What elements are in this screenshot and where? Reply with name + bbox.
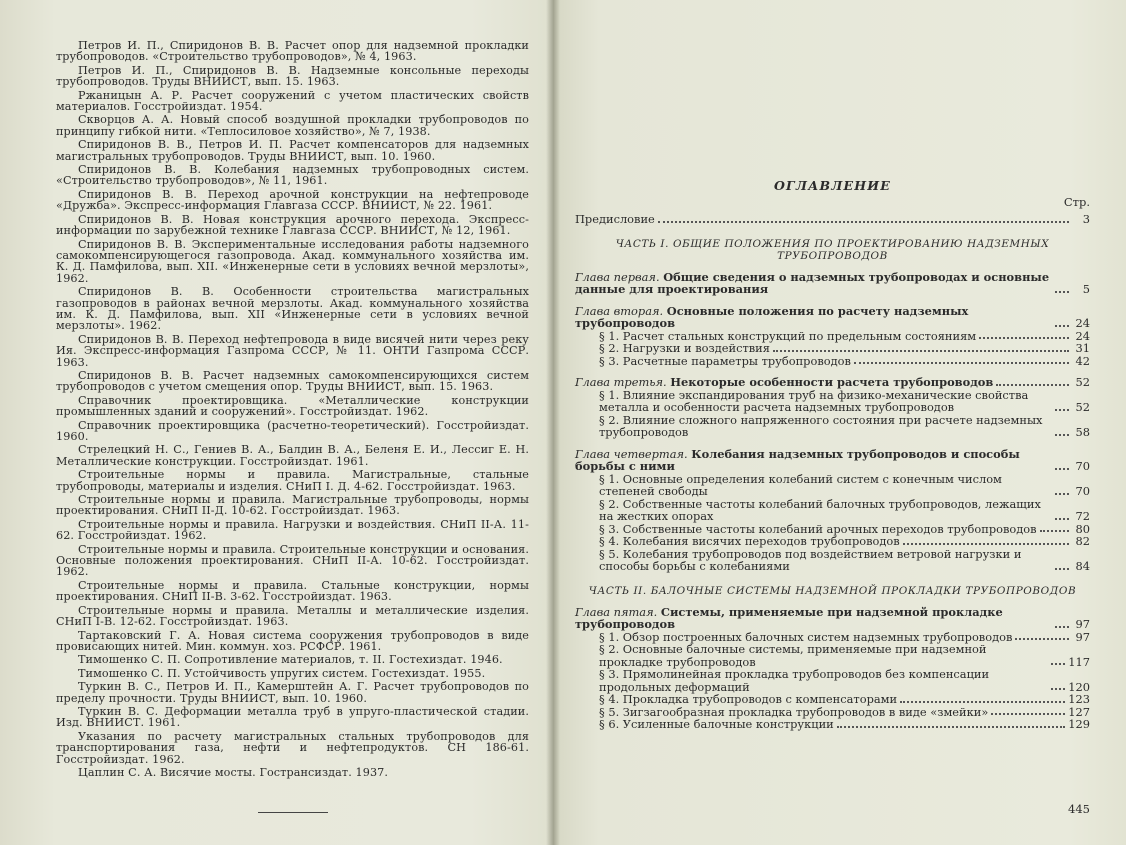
chapter-title: Основные положения по расчету надземных трубопроводов <box>575 303 969 330</box>
toc-section[interactable] <box>575 668 1090 693</box>
bibliography-entry: Спиридонов В. В. Особенности строительства магистральных газопроводов в районах вечной мерзлоты. Акад. коммунального хозяйства им. К. Д. Памфилова, вып. XII «Инженерные сети в условиях вечной мерзлоты». 1962. <box>56 285 529 333</box>
bibliography-entry: Петров И. П., Спиридонов В. В. Расчет опор для надземной прокладки трубопроводов. «Строительство трубопроводов», № 4, 1963. <box>56 39 529 64</box>
leader-dots <box>900 701 1065 703</box>
toc-title: ОГЛАВЛЕНИЕ <box>773 178 892 193</box>
toc-page: 24 <box>1075 316 1090 330</box>
toc-entry-text: § 1. Расчет стальных конструкций по предельным состояниям <box>599 328 977 343</box>
chapter-title: Колебания надземных трубопроводов и способы борьбы с ними <box>575 446 1020 473</box>
leader-dots <box>1051 688 1065 690</box>
toc-page: 24 <box>1075 328 1090 343</box>
bibliography-entry: Строительные нормы и правила. Нагрузки и воздействия. СНиП II-А. 11-62. Госстройиздат. 1962. <box>56 517 529 543</box>
toc-entry-text: § 2. Собственные частоты колебаний балочных трубопроводов, лежащих на жестких опорах <box>599 496 1041 523</box>
toc-entry-text: § 5. Зигзагообразная прокладка трубопроводов в виде «змейки» <box>599 704 989 719</box>
leader-dots <box>903 543 1069 545</box>
bibliography-entry: Тимошенко С. П. Устойчивость упругих систем. Гостехиздат. 1955. <box>78 666 486 680</box>
toc-page: 97 <box>1075 617 1090 631</box>
toc-entry-text: § 2. Влияние сложного напряженного состояния при расчете надземных трубопроводов <box>599 412 1043 439</box>
table-of-contents <box>575 213 1090 731</box>
toc-page: 129 <box>1068 717 1090 731</box>
toc-section[interactable] <box>575 643 1090 668</box>
bibliography-entry: Спиридонов В. В., Петров И. П. Расчет компенсаторов для надземных магистральных трубопроводов. Труды ВНИИСТ, вып. 10. 1960. <box>56 138 529 163</box>
left-page <box>0 0 553 845</box>
bibliography-entry: Спиридонов В. В. Переход нефтепровода в виде висячей нити через реку Ия. Экспресс-информация Газпрома СССР, № 11. ОНТИ Газпрома СССР. 1963. <box>56 332 529 369</box>
toc-page: 70 <box>1075 484 1090 498</box>
leader-dots <box>996 384 1069 386</box>
toc-chapter[interactable] <box>575 376 1090 389</box>
toc-chapter[interactable] <box>575 448 1090 473</box>
chapter-title: Общие сведения о надземных трубопроводах и основные данные для проектирования <box>575 269 1050 296</box>
toc-page: 5 <box>1082 282 1090 296</box>
toc-entry-text: § 1. Обзор построенных балочных систем надземных трубопроводов <box>599 629 1013 644</box>
bibliography-entry: Спиридонов В. В. Переход арочной конструкции на нефтепроводе «Дружба». Экспресс-информация Главгаза СССР. ВНИИСТ, № 22. 1961. <box>56 187 529 213</box>
bibliography-entry: Справочник проектировщика (расчетно-теоретический). Госстройиздат. 1960. <box>56 418 529 443</box>
leader-dots <box>1040 530 1069 532</box>
page-column-header: Стр. <box>1063 195 1090 209</box>
chapter-label: Глава первая. <box>575 269 660 284</box>
toc-page: 123 <box>1068 692 1090 706</box>
toc-page: 82 <box>1075 534 1090 548</box>
book-gutter <box>546 0 560 845</box>
toc-section[interactable] <box>575 355 1090 368</box>
bibliography-entry: Строительные нормы и правила. Стальные конструкции, нормы проектирования. СНиП II-В. 3-62. Госстройиздат. 1963. <box>56 578 529 604</box>
bibliography-entry: Туркин В. С., Петров И. П., Камерштейн А. Г. Расчет трубопроводов по пределу прочности. Труды ВНИИСТ, вып. 10. 1960. <box>56 680 529 705</box>
leader-dots <box>1055 325 1069 327</box>
chapter-title: Некоторые особенности расчета трубопроводов <box>670 375 994 389</box>
bibliography-entry: Строительные нормы и правила. Строительные конструкции и основания. Основные положения проектирования. СНиП II-А. 10-62. Госстройиздат. 1962. <box>56 542 529 579</box>
toc-page: 80 <box>1075 521 1090 536</box>
chapter-label: Глава четвертая. <box>575 446 688 461</box>
bibliography-entry: Цаплин С. А. Висячие мосты. Гострансиздат. 1937. <box>78 765 389 779</box>
toc-page: 42 <box>1075 353 1090 368</box>
bibliography-entry: Строительные нормы и правила. Магистральные трубопроводы, нормы проектирования. СНиП II-Д. 10-62. Госстройиздат. 1963. <box>56 493 529 518</box>
leader-dots <box>773 350 1069 352</box>
leader-dots <box>1055 518 1069 520</box>
leader-dots <box>1051 663 1065 665</box>
toc-entry-text: § 6. Усиленные балочные конструкции <box>599 717 834 731</box>
bibliography-entry: Туркин В. С. Деформации металла труб в упруго-пластической стадии. Изд. ВНИИСТ. 1961. <box>56 704 529 730</box>
leader-dots <box>837 726 1065 728</box>
leader-dots <box>1015 638 1069 640</box>
toc-entry-text: § 4. Прокладка трубопроводов с компенсаторами <box>599 692 898 706</box>
bibliography-entry: Петров И. П., Спиридонов В. В. Надземные консольные переходы трубопроводов. Труды ВНИИСТ, вып. 15. 1963. <box>56 63 529 89</box>
toc-page: 3 <box>1082 212 1090 226</box>
toc-chapter[interactable] <box>575 606 1090 631</box>
leader-dots <box>1055 493 1069 495</box>
leader-dots <box>979 337 1069 339</box>
toc-entry-text: § 2. Нагрузки и воздействия <box>599 341 770 355</box>
toc-chapter[interactable] <box>575 271 1090 296</box>
bibliography-entry: Строительные нормы и правила. Металлы и металлические изделия. СНиП I-В. 12-62. Госстройиздат. 1963. <box>56 603 529 629</box>
toc-entry-text: § 5. Колебания трубопроводов под воздействием ветровой нагрузки и способы борьбы с колебаниями <box>599 546 1022 573</box>
leader-dots <box>1055 409 1069 411</box>
toc-page: 52 <box>1075 375 1090 389</box>
bibliography-entry: Ржаницын А. Р. Расчет сооружений с учетом пластических свойств материалов. Госстройиздат. 1954. <box>56 88 529 114</box>
toc-page: 31 <box>1075 341 1090 355</box>
bibliography-list <box>56 40 529 813</box>
bibliography-entry: Спиридонов В. В. Новая конструкция арочного перехода. Экспресс-информации по зарубежной технике Главгаза СССР. ВНИИСТ, № 12, 1961. <box>56 212 529 238</box>
toc-section[interactable] <box>575 342 1090 355</box>
leader-dots <box>991 713 1065 715</box>
toc-entry-text: § 2. Основные балочные системы, применяемые при надземной прокладке трубопроводов <box>599 642 987 669</box>
toc-page: 72 <box>1075 509 1090 523</box>
bibliography-entry: Тимошенко С. П. Сопротивление материалов, т. II. Гостехиздат. 1946. <box>78 653 503 667</box>
toc-page: 70 <box>1075 459 1090 473</box>
toc-page: 117 <box>1068 654 1090 669</box>
toc-section[interactable] <box>575 535 1090 548</box>
toc-page: 58 <box>1075 425 1090 439</box>
toc-entry-text: § 4. Колебания висячих переходов трубопроводов <box>599 534 900 548</box>
part-heading: ЧАСТЬ II. БАЛОЧНЫЕ СИСТЕМЫ НАДЗЕМНОЙ ПРОКЛАДКИ ТРУБОПРОВОДОВ <box>588 584 1077 597</box>
toc-section[interactable] <box>575 548 1090 573</box>
toc-page: 127 <box>1068 704 1090 719</box>
toc-section[interactable] <box>575 718 1090 731</box>
toc-section[interactable] <box>575 693 1090 706</box>
toc-page: 97 <box>1075 629 1090 644</box>
leader-dots <box>854 362 1069 364</box>
toc-entry-text: Предисловие <box>575 212 655 226</box>
toc-page: 52 <box>1075 400 1090 414</box>
leader-dots <box>1055 291 1069 293</box>
toc-entry-text: § 1. Влияние экспандирования труб на физико-механические свойства металла и особенности расчета надземных трубопроводов <box>599 387 1029 414</box>
toc-page: 120 <box>1068 679 1090 694</box>
toc-page: 84 <box>1075 559 1090 573</box>
bibliography-entry: Стрелецкий Н. С., Гениев В. А., Балдин В. А., Беленя Е. И., Лессиг Е. Н. Металлические конструкции. Госстройиздат. 1961. <box>56 443 529 468</box>
bibliography-entry: Строительные нормы и правила. Магистральные, стальные трубопроводы, материалы и изделия. СНиП I. Д. 4-62. Госстройиздат. 1963. <box>56 468 529 493</box>
bibliography-entry: Спиридонов В. В. Экспериментальные исследования работы надземного самокомпенсирующегося газопровода. Акад. коммунального хозяйства им. К. Д. Памфилова, вып. XII. «Инженерные сети в условиях вечной мерзлоты», 1962. <box>56 237 529 285</box>
chapter-label: Глава пятая. <box>575 604 658 619</box>
toc-section[interactable] <box>575 498 1090 523</box>
leader-dots <box>1055 626 1069 628</box>
bibliography-entry: Справочник проектировщика. «Металлические конструкции промышленных зданий и сооружений». Госстройиздат. 1962. <box>56 393 529 419</box>
bibliography-entry: Указания по расчету магистральных стальных трубопроводов для транспортирования газа, нефти и нефтепродуктов. СН 186-61. Госстройиздат. 1962. <box>56 729 529 766</box>
toc-entry-text: § 1. Основные определения колебаний систем с конечным числом степеней свободы <box>599 471 1002 498</box>
bibliography-entry: Тартаковский Г. А. Новая система сооружения трубопроводов в виде провисающих нитей. Мин. коммун. хоз. РСФСР. 1961. <box>56 628 529 653</box>
page-number: 445 <box>1068 802 1090 816</box>
right-page <box>553 0 1126 845</box>
part-heading: ЧАСТЬ I. ОБЩИЕ ПОЛОЖЕНИЯ ПО ПРОЕКТИРОВАНИЮ НАДЗЕМНЫХ ТРУБОПРОВОДОВ <box>615 237 1050 262</box>
toc-entry-text: § 3. Прямолинейная прокладка трубопроводов без компенсации продольных деформаций <box>599 667 990 694</box>
chapter-title: Системы, применяемые при надземной прокладке трубопроводов <box>575 604 1003 631</box>
bibliography-entry: Спиридонов В. В. Расчет надземных самокомпенсирующихся систем трубопроводов с учетом смещения опор. Труды ВНИИСТ, вып. 15. 1963. <box>56 368 529 394</box>
toc-section[interactable] <box>575 473 1090 498</box>
toc-section[interactable] <box>575 414 1090 439</box>
toc-preface[interactable] <box>575 213 1090 226</box>
chapter-label: Глава третья. <box>575 375 667 389</box>
end-rule <box>258 812 328 813</box>
leader-dots <box>658 221 1069 223</box>
chapter-label: Глава вторая. <box>575 303 664 318</box>
bibliography-entry: Скворцов А. А. Новый способ воздушной прокладки трубопроводов по принципу гибкой нити. «Теплосиловое хозяйство», № 7, 1938. <box>56 113 529 138</box>
toc-entry-text: § 3. Расчетные параметры трубопроводов <box>599 353 851 368</box>
toc-section[interactable] <box>575 389 1090 414</box>
toc-entry-text: § 3. Собственные частоты колебаний арочных переходов трубопроводов <box>599 521 1037 536</box>
toc-chapter[interactable] <box>575 305 1090 330</box>
leader-dots <box>1055 568 1069 570</box>
leader-dots <box>1055 468 1069 470</box>
bibliography-entry: Спиридонов В. В. Колебания надземных трубопроводных систем. «Строительство трубопроводов», № 11, 1961. <box>56 163 529 188</box>
leader-dots <box>1055 434 1069 436</box>
